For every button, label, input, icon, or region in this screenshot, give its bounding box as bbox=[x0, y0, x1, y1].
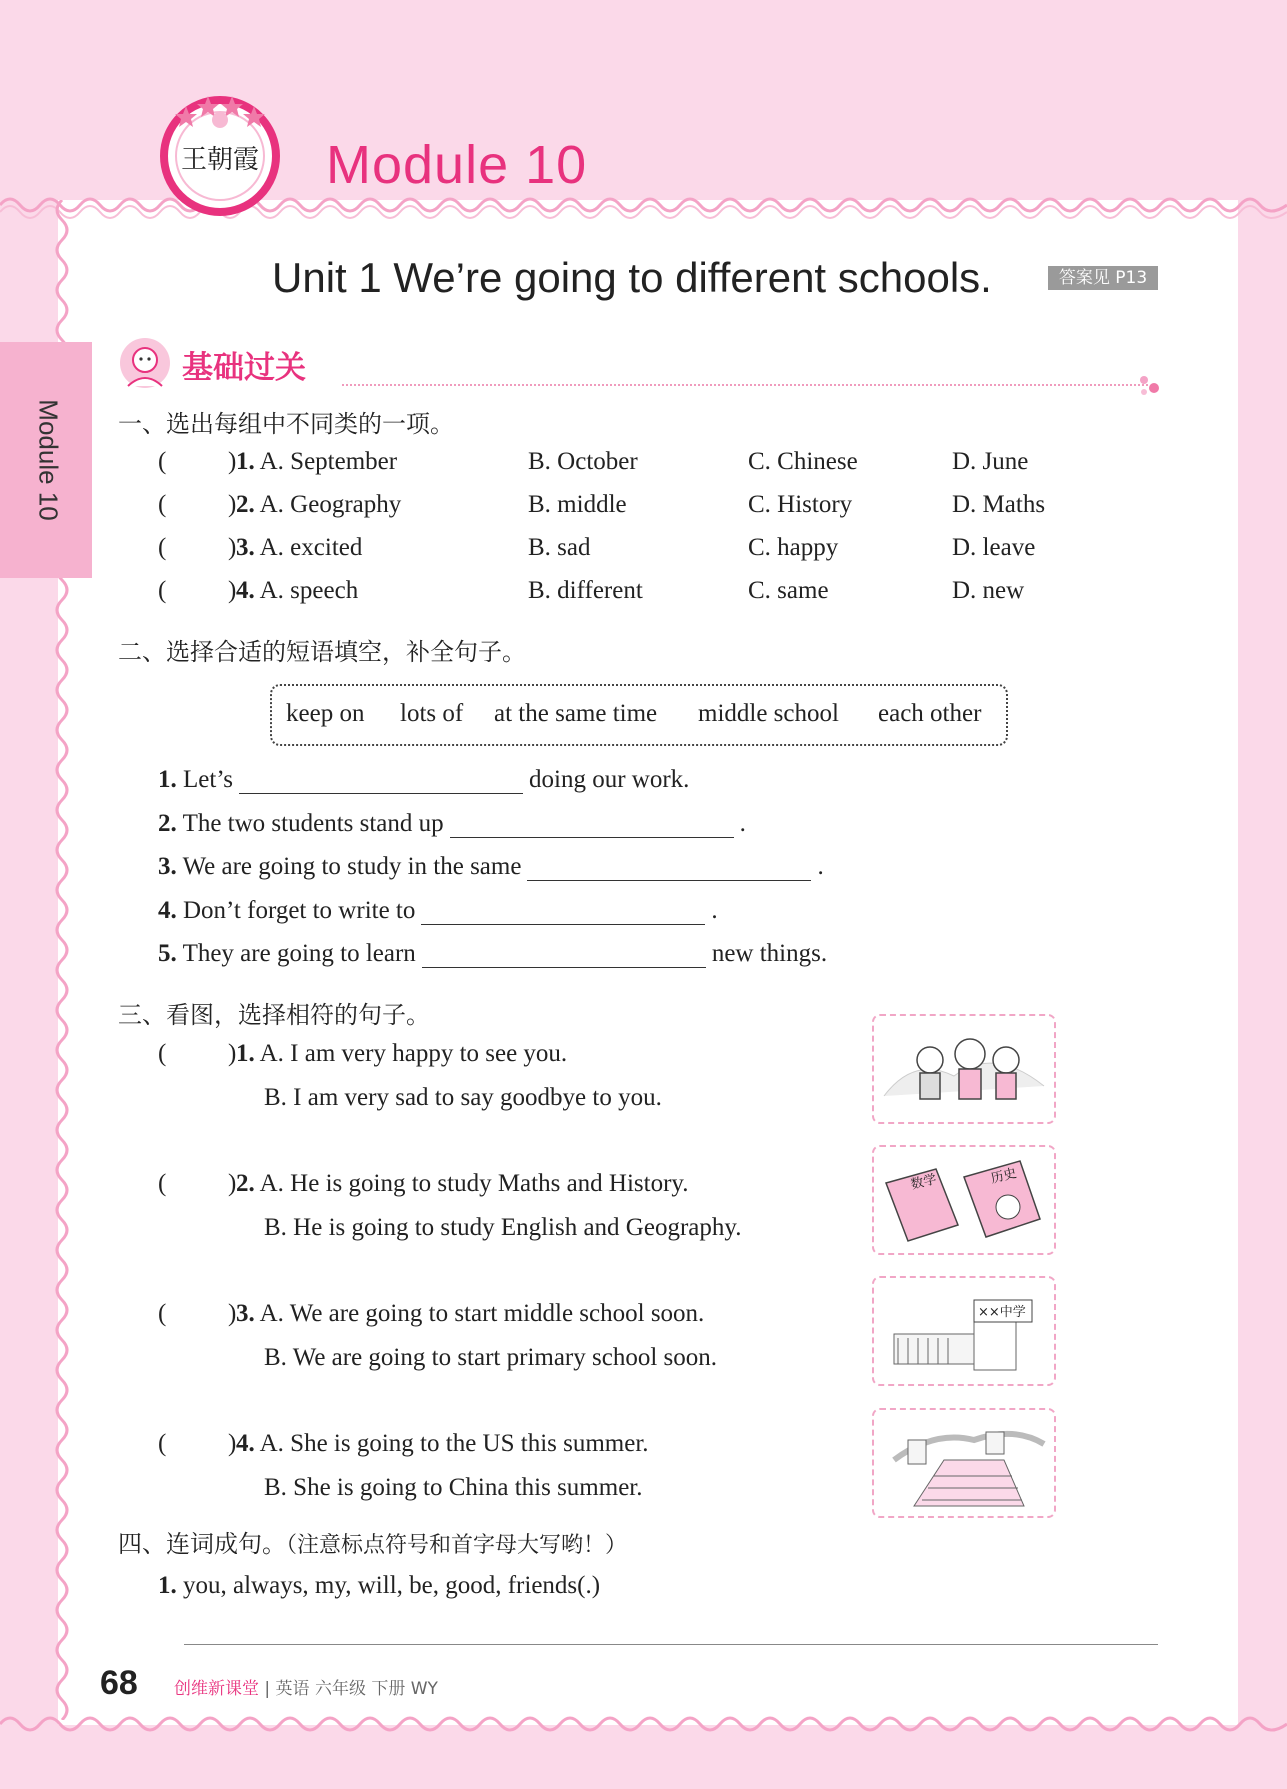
page-number: 68 bbox=[100, 1664, 138, 1702]
word-bank-item: lots of bbox=[400, 700, 464, 727]
option-a: 3. A. excited bbox=[236, 534, 363, 561]
book-label-history: 历史 bbox=[989, 1166, 1019, 1187]
answer-paren-open: ( bbox=[158, 1170, 167, 1197]
section-header bbox=[118, 336, 1160, 392]
option-c: C. History bbox=[748, 491, 853, 518]
option-b: B. middle bbox=[528, 491, 627, 518]
answer-paren-open: ( bbox=[158, 1430, 167, 1457]
footer-info bbox=[174, 1674, 438, 1699]
answer-reference-badge: 答案见 P13 bbox=[1048, 266, 1158, 290]
option-a: 2. A. He is going to study Maths and History. bbox=[236, 1170, 689, 1197]
answer-paren-close: ) bbox=[228, 1430, 237, 1457]
option-b: B. different bbox=[528, 577, 643, 604]
part4-note: （注意标点符号和首字母大写哟！） bbox=[286, 1533, 628, 1558]
answer-paren-close: ) bbox=[228, 534, 237, 561]
footer-book-info: | 英语 六年级 下册 WY bbox=[264, 1679, 438, 1699]
option-c: C. happy bbox=[748, 534, 839, 561]
answer-paren-open: ( bbox=[158, 577, 167, 604]
word-bank-item: at the same time bbox=[494, 700, 658, 727]
side-tab-label: Module 10 bbox=[33, 399, 64, 521]
teacher-avatar-icon bbox=[118, 336, 172, 390]
option-a: 4. A. speech bbox=[236, 577, 359, 604]
option-b: B. sad bbox=[528, 534, 591, 561]
part1-row bbox=[0, 448, 1287, 488]
option-a: 2. A. Geography bbox=[236, 491, 402, 518]
part3-heading: 三、看图，选择相符的句子。 bbox=[118, 1001, 430, 1029]
answer-blank[interactable] bbox=[421, 898, 705, 925]
brand-logo bbox=[156, 88, 284, 216]
rearrange-item: 1. you, always, my, will, be, good, friends(.) bbox=[158, 1572, 601, 1599]
answer-paren-close: ) bbox=[228, 448, 237, 475]
part1-row bbox=[0, 491, 1287, 531]
option-a: 1. A. September bbox=[236, 448, 398, 475]
part4-heading: 四、连词成句。（注意标点符号和首字母大写哟！） bbox=[118, 1530, 628, 1558]
answer-paren-open: ( bbox=[158, 534, 167, 561]
book-label-maths: 数学 bbox=[909, 1172, 939, 1193]
answer-paren-close: ) bbox=[228, 1170, 237, 1197]
answer-paren-close: ) bbox=[228, 491, 237, 518]
unit-title: Unit 1 We’re going to different schools. bbox=[272, 254, 992, 301]
word-bank-box bbox=[270, 684, 1008, 746]
picture-middle-school bbox=[872, 1276, 1056, 1386]
word-bank-item: keep on bbox=[286, 700, 365, 727]
option-c: C. same bbox=[748, 577, 829, 604]
option-a: 1. A. I am very happy to see you. bbox=[236, 1040, 568, 1067]
part1-row bbox=[0, 534, 1287, 574]
footer-divider bbox=[184, 1644, 1158, 1645]
picture-books bbox=[872, 1145, 1056, 1255]
answer-paren-open: ( bbox=[158, 491, 167, 518]
answer-paren-open: ( bbox=[158, 1300, 167, 1327]
fill-in-item: 2. The two students stand up . bbox=[158, 810, 746, 837]
word-bank-item: each other bbox=[878, 700, 982, 727]
option-b: B. She is going to China this summer. bbox=[264, 1474, 643, 1501]
answer-blank[interactable] bbox=[450, 811, 734, 838]
answer-blank[interactable] bbox=[527, 854, 811, 881]
answer-paren-open: ( bbox=[158, 1040, 167, 1067]
decor-dots-icon bbox=[1136, 370, 1176, 400]
option-b: B. I am very sad to say goodbye to you. bbox=[264, 1084, 662, 1111]
option-c: C. Chinese bbox=[748, 448, 858, 475]
answer-blank[interactable] bbox=[239, 767, 523, 794]
section-label: 基础过关 bbox=[182, 350, 306, 386]
part1-heading: 一、选出每组中不同类的一项。 bbox=[118, 410, 454, 438]
fill-in-item: 4. Don’t forget to write to . bbox=[158, 897, 718, 924]
bottom-wave-border bbox=[0, 1712, 1287, 1742]
logo-text: 王朝霞 bbox=[180, 145, 260, 175]
option-d: D. leave bbox=[952, 534, 1036, 561]
fill-in-item: 1. Let’s doing our work. bbox=[158, 766, 690, 793]
answer-paren-open: ( bbox=[158, 448, 167, 475]
picture-great-wall bbox=[872, 1408, 1056, 1518]
option-d: D. Maths bbox=[952, 491, 1046, 518]
option-b: B. He is going to study English and Geography. bbox=[264, 1214, 742, 1241]
fill-in-item: 3. We are going to study in the same . bbox=[158, 853, 824, 880]
word-bank-item: middle school bbox=[698, 700, 839, 727]
option-b: B. We are going to start primary school soon. bbox=[264, 1344, 718, 1371]
section-divider bbox=[342, 384, 1148, 386]
option-a: 3. A. We are going to start middle school soon. bbox=[236, 1300, 705, 1327]
option-b: B. October bbox=[528, 448, 638, 475]
option-a: 4. A. She is going to the US this summer. bbox=[236, 1430, 649, 1457]
answer-paren-close: ) bbox=[228, 1300, 237, 1327]
part2-heading: 二、选择合适的短语填空，补全句子。 bbox=[118, 638, 526, 666]
fill-in-item: 5. They are going to learn new things. bbox=[158, 940, 828, 967]
school-sign-text: ××中学 bbox=[978, 1305, 1026, 1320]
footer-brand: 创维新课堂 bbox=[174, 1679, 259, 1699]
option-d: D. June bbox=[952, 448, 1029, 475]
option-d: D. new bbox=[952, 577, 1025, 604]
part1-row bbox=[0, 577, 1287, 617]
module-title: Module 10 bbox=[326, 135, 588, 195]
answer-paren-close: ) bbox=[228, 577, 237, 604]
answer-blank[interactable] bbox=[422, 941, 706, 968]
answer-paren-close: ) bbox=[228, 1040, 237, 1067]
picture-friends bbox=[872, 1014, 1056, 1124]
